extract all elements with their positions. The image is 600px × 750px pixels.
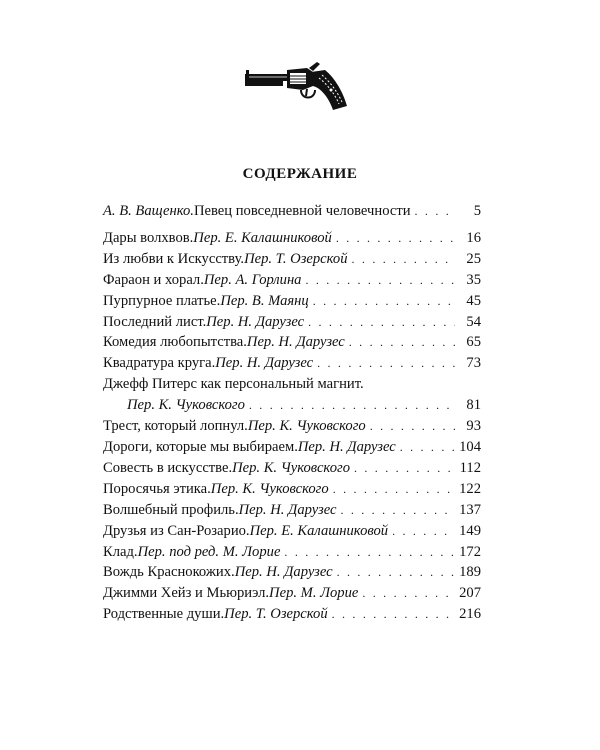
- toc-entry: [103, 479, 481, 500]
- toc-leader: [370, 416, 455, 437]
- toc-leader: [352, 249, 455, 270]
- toc-translator: Пер. Н. Дарузес: [215, 355, 314, 372]
- revolver-icon: [243, 60, 355, 112]
- toc-page: 122: [459, 480, 481, 497]
- toc-title: Дороги, которые мы выбираем.: [103, 438, 298, 455]
- toc-page: 25: [466, 250, 481, 267]
- toc-translator: Пер. К. Чуковского: [127, 397, 245, 414]
- toc-leader: [362, 583, 455, 604]
- toc-page: 189: [459, 564, 481, 581]
- toc-title: Друзья из Сан-Розарио.: [103, 522, 250, 539]
- toc-translator: Пер. Н. Дарузес: [246, 334, 345, 351]
- toc-page: 216: [459, 606, 481, 623]
- toc-leader: [354, 458, 455, 479]
- toc-entry: [103, 416, 481, 437]
- toc-entry: [103, 374, 481, 395]
- toc-entry: [103, 312, 481, 333]
- toc-title: Вождь Краснокожих.: [103, 564, 235, 581]
- toc-page: 5: [473, 203, 481, 219]
- toc-page: 137: [459, 501, 481, 518]
- toc-entry: [103, 604, 481, 625]
- toc-page: 35: [466, 271, 481, 288]
- toc-translator: Пер. под ред. М. Лорие: [137, 543, 281, 560]
- toc-leader: [305, 270, 455, 291]
- toc-page: 172: [459, 543, 481, 560]
- toc-title: Последний лист.: [103, 313, 207, 330]
- toc-leader: [284, 542, 455, 563]
- toc-translator: Пер. Н. Дарузес: [297, 438, 396, 455]
- toc-entry: [103, 291, 481, 312]
- toc-entry: [103, 353, 481, 374]
- toc-entry: [103, 542, 481, 563]
- toc-leader: [317, 353, 455, 374]
- toc-leader: [249, 395, 455, 416]
- toc-leader: [337, 562, 455, 583]
- toc-translator: Пер. К. Чуковского: [247, 418, 366, 435]
- toc-translator: Пер. Е. Калашниковой: [249, 522, 389, 539]
- toc-title: Певец повседневной человечности: [193, 203, 411, 219]
- toc-title: Из любви к Искусству.: [103, 250, 245, 267]
- toc-page: 16: [466, 229, 481, 246]
- toc-title: Волшебный профиль.: [103, 501, 239, 518]
- toc-title: Родственные души.: [103, 606, 225, 623]
- toc-entry-continuation: [103, 395, 481, 416]
- toc-author: А. В. Ващенко.: [103, 203, 194, 219]
- toc-translator: Пер. Н. Дарузес: [238, 501, 337, 518]
- toc-translator: Пер. Е. Калашниковой: [193, 229, 332, 246]
- toc-entry: [103, 437, 481, 458]
- toc-leader: [333, 479, 455, 500]
- toc-title: Поросячья этика.: [103, 480, 211, 497]
- toc-entry: [103, 583, 481, 604]
- toc-entry: [103, 332, 481, 353]
- toc-page: 81: [466, 397, 481, 414]
- toc-translator: Пер. В. Маянц: [220, 292, 309, 309]
- toc-translator: Пер. К. Чуковского: [232, 459, 350, 476]
- toc-title: Фараон и хорал.: [103, 271, 204, 288]
- toc-translator: Пер. А. Горлина: [203, 271, 302, 288]
- toc-page: 149: [459, 522, 481, 539]
- toc-leader: [308, 312, 455, 333]
- toc-page: 112: [459, 459, 481, 476]
- toc-page: 93: [466, 418, 481, 435]
- toc-title: Дары волхвов.: [103, 229, 194, 246]
- toc-title: Трест, который лопнул.: [103, 418, 248, 435]
- toc-entry: [103, 249, 481, 270]
- toc-leader: [332, 604, 455, 625]
- toc-title: Пурпурное платье.: [103, 292, 221, 309]
- toc-translator: Пер. М. Лорие: [269, 585, 359, 602]
- toc-entry: [103, 201, 481, 222]
- toc-leader: [415, 201, 455, 222]
- toc-title: Совесть в искусстве.: [103, 459, 233, 476]
- toc-entry: [103, 458, 481, 479]
- toc-entry: [103, 500, 481, 521]
- toc-page: 104: [459, 438, 481, 455]
- toc-leader: [340, 500, 455, 521]
- toc-leader: [400, 437, 455, 458]
- toc-entry: [103, 270, 481, 291]
- toc-translator: Пер. К. Чуковского: [210, 480, 329, 497]
- toc-page: 54: [466, 313, 481, 330]
- toc-title: Клад.: [103, 543, 138, 560]
- toc-entry: [103, 521, 481, 542]
- toc-translator: Пер. Н. Дарузес: [206, 313, 305, 330]
- toc-title: Джимми Хейз и Мьюриэл.: [103, 585, 270, 602]
- page-title: СОДЕРЖАНИЕ: [242, 166, 358, 182]
- toc-page: 73: [466, 355, 481, 372]
- toc-title: Квадратура круга.: [103, 355, 216, 372]
- toc-page: 45: [466, 292, 481, 309]
- table-of-contents: [103, 201, 481, 625]
- toc-translator: Пер. Т. Озерской: [224, 606, 328, 623]
- toc-leader: [349, 332, 455, 353]
- toc-title: Комедия любопытства.: [103, 334, 247, 351]
- toc-translator: Пер. Н. Дарузес: [234, 564, 333, 581]
- toc-leader: [336, 228, 455, 249]
- toc-leader: [392, 521, 455, 542]
- toc-leader: [313, 291, 455, 312]
- toc-entry: [103, 228, 481, 249]
- toc-page: 65: [466, 334, 481, 351]
- toc-entry: [103, 562, 481, 583]
- toc-title: Джефф Питерс как персональный магнит.: [103, 376, 364, 393]
- toc-translator: Пер. Т. Озерской: [244, 250, 348, 267]
- toc-page: 207: [459, 585, 481, 602]
